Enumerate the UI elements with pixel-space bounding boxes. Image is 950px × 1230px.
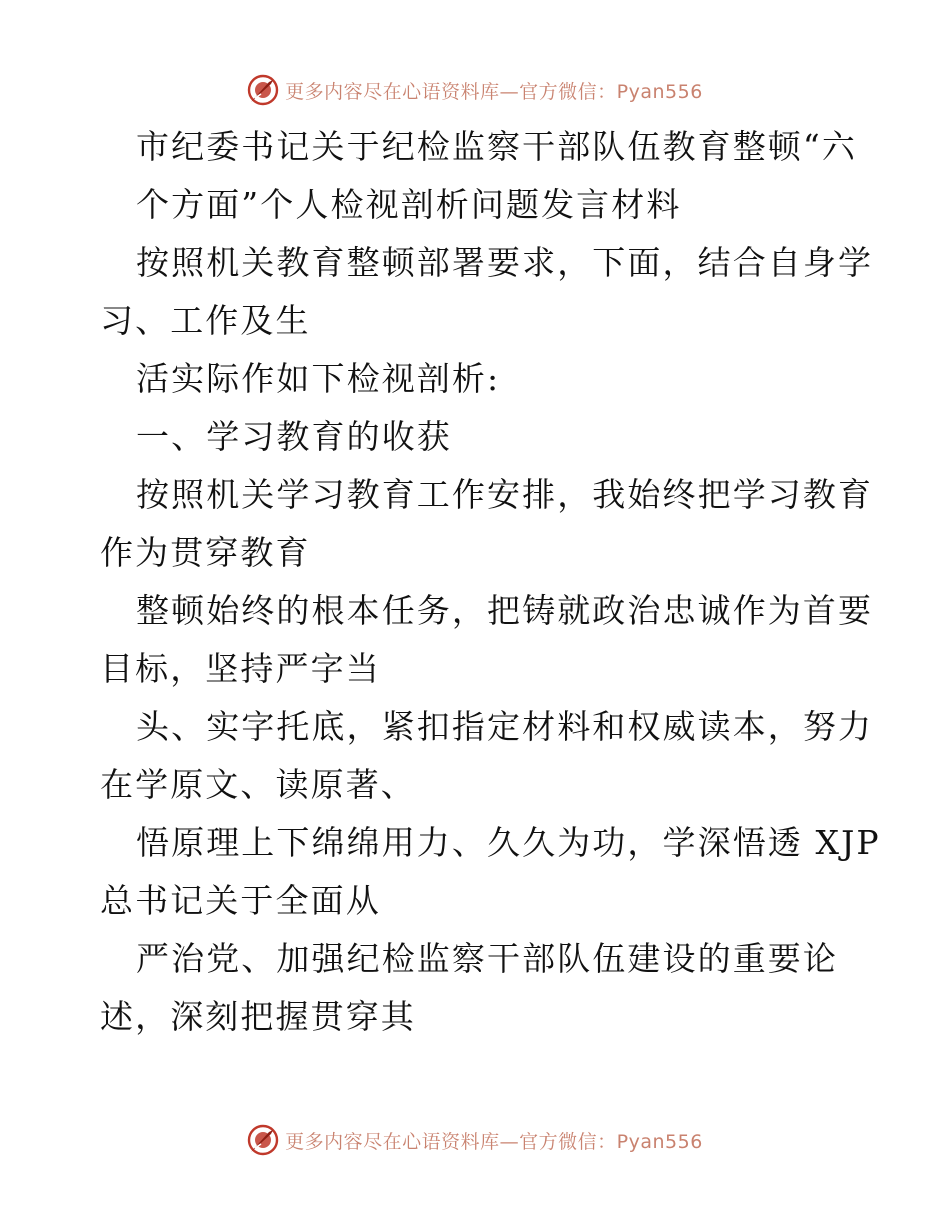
paragraph-line: 目标，坚持严字当 <box>100 649 381 688</box>
document-body <box>100 118 881 1046</box>
paragraph-line: 总书记关于全面从 <box>100 881 381 920</box>
watermark-text: 更多内容尽在心语资料库—官方微信： <box>285 80 617 103</box>
watermark-header <box>0 73 950 107</box>
watermark-wechat-id: Pyan556 <box>616 80 703 103</box>
paragraph-line: 活实际作如下检视剖析: <box>136 359 501 398</box>
quill-logo-icon <box>247 74 279 106</box>
paragraph-line: 在学原文、读原著、 <box>100 765 416 804</box>
document-title-line-2: 个方面”个人检视剖析问题发言材料 <box>136 185 682 224</box>
paragraph-line: 整顿始终的根本任务，把铸就政治忠诚作为首要 <box>136 591 874 630</box>
document-title-line-1: 市纪委书记关于纪检监察干部队伍教育整顿“六 <box>136 127 857 166</box>
quill-logo-icon <box>247 1124 279 1156</box>
watermark-text: 更多内容尽在心语资料库—官方微信： <box>285 1130 617 1153</box>
paragraph-line: 习、工作及生 <box>100 301 311 340</box>
paragraph-line: 述，深刻把握贯穿其 <box>100 997 416 1036</box>
paragraph-line: 严治党、加强纪检监察干部队伍建设的重要论 <box>136 939 838 978</box>
section-heading: 一、学习教育的收获 <box>136 417 452 456</box>
paragraph-line: 头、实字托底，紧扣指定材料和权威读本，努力 <box>136 707 874 746</box>
paragraph-line: 作为贯穿教育 <box>100 533 311 572</box>
watermark-wechat-id: Pyan556 <box>616 1130 703 1153</box>
paragraph-line: 按照机关教育整顿部署要求，下面，结合自身学 <box>136 243 874 282</box>
watermark-footer <box>0 1123 950 1157</box>
paragraph-line: 悟原理上下绵绵用力、久久为功，学深悟透 XJP <box>136 823 881 862</box>
paragraph-line: 按照机关学习教育工作安排，我始终把学习教育 <box>136 475 874 514</box>
